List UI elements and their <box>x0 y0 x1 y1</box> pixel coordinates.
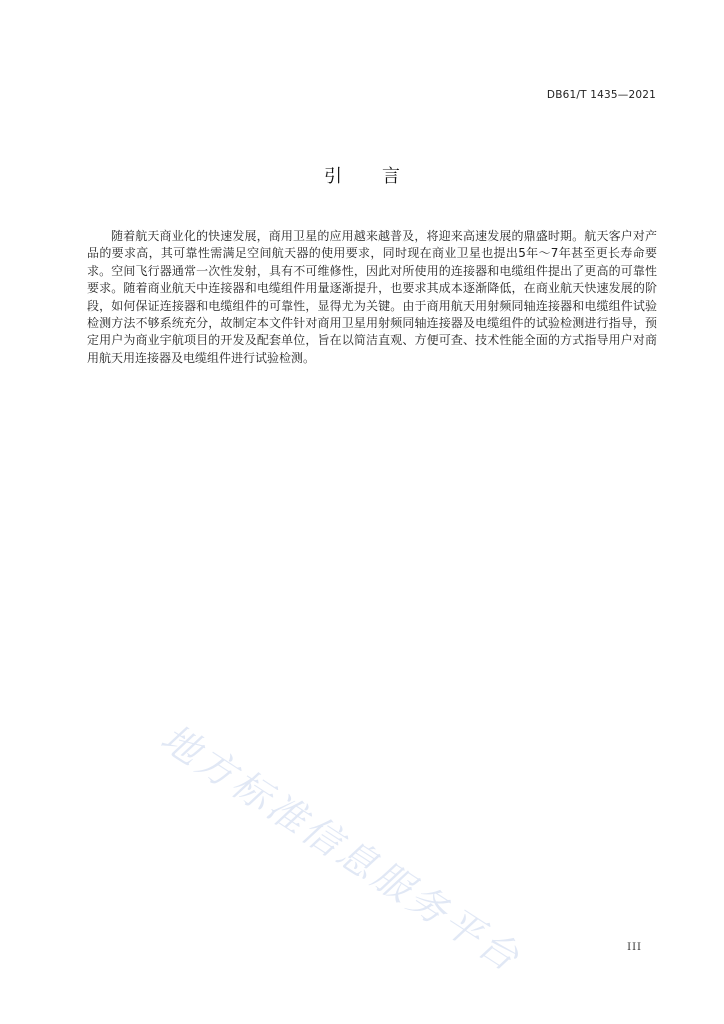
page-number: III <box>627 942 642 953</box>
watermark: 地方标准信息服务平台 <box>153 715 530 982</box>
section-title-char-1: 引 <box>324 166 342 187</box>
document-code: DB61/T 1435—2021 <box>546 89 656 101</box>
section-title <box>0 162 724 188</box>
section-title-char-2: 言 <box>382 166 400 187</box>
introduction-paragraph: 随着航天商业化的快速发展，商用卫星的应用越来越普及，将迎来高速发展的鼎盛时期。航天客户对产品的要求高，其可靠性需满足空间航天器的使用要求，同时现在商业卫星也提出5年～7年甚至更长寿命要求。空间飞行器通常一次性发射，具有不可维修性，因此对所使用的连接器和电缆组件提出了更高的可靠性要求。随着商业航天中连接器和电缆组件用量逐渐提升，也要求其成本逐渐降低，在商业航天快速发展的阶段，如何保证连接器和电缆组件的可靠性，显得尤为关键。由于商用航天用射频同轴连接器和电缆组件试验检测方法不够系统充分，故制定本文件针对商用卫星用射频同轴连接器及电缆组件的试验检测进行指导，预定用户为商业宇航项目的开发及配套单位，旨在以简洁直观、方便可查、技术性能全面的方式指导用户对商用航天用连接器及电缆组件进行试验检测。 <box>87 229 657 365</box>
